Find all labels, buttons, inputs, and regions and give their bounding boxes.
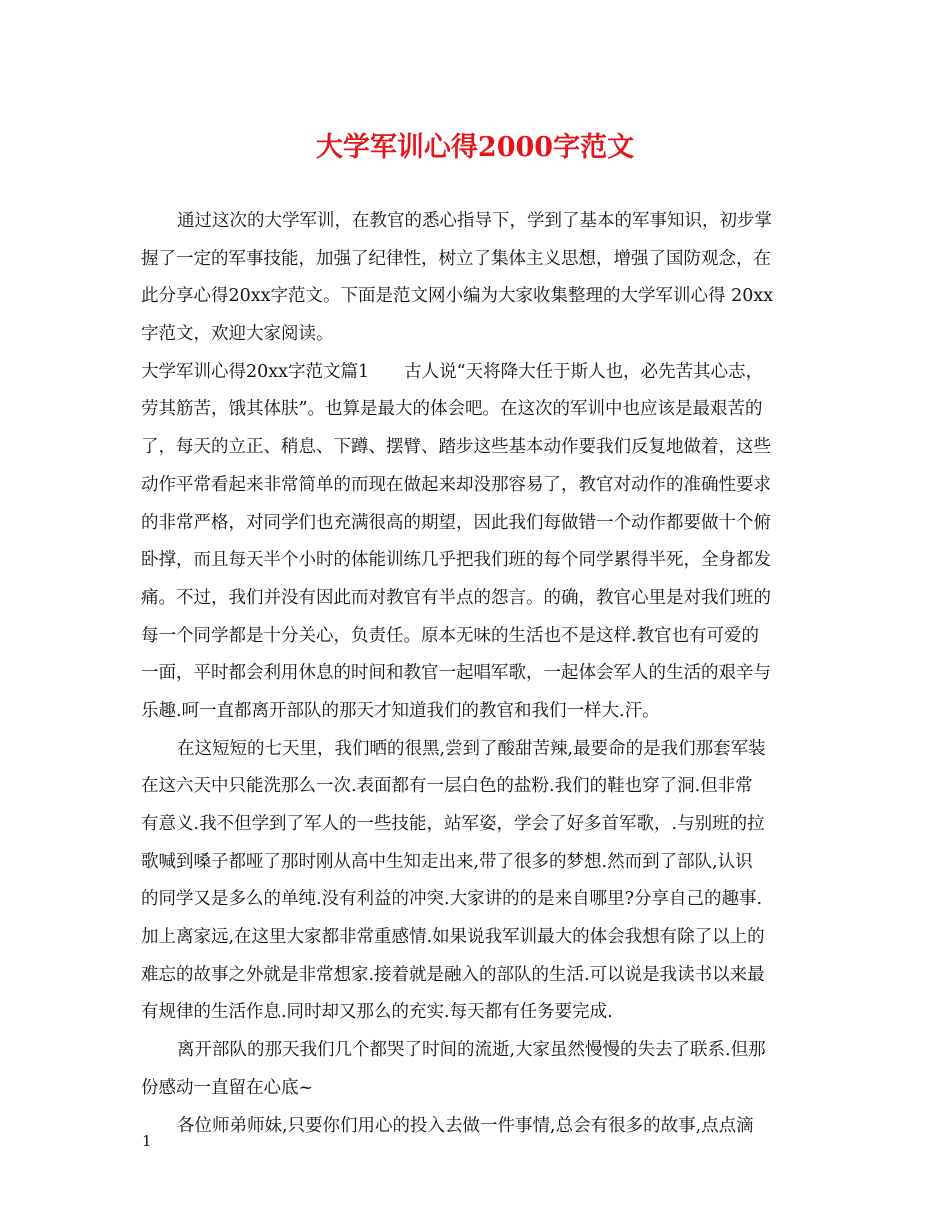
document-body xyxy=(141,203,813,1145)
text-line-content: 握了一定的军事技能，加强了纪律性，树立了集体主义思想，增强了国防观念，在 xyxy=(141,248,771,269)
text-line-content: 歌喊到嗓子都哑了那时刚从高中生知走出来,带了很多的梦想.然而到了部队,认识 xyxy=(141,851,753,872)
text-line-content: 份感动一直留在心底~ xyxy=(141,1077,314,1098)
text-line-content: 动作平常看起来非常简单的而现在做起来却没那容易了，教官对动作的准确性要求 xyxy=(141,474,771,495)
text-line-content: 有意义.我不但学到了军人的一些技能，站军姿，学会了好多首军歌，.与别班的拉 xyxy=(141,814,765,834)
text-line xyxy=(141,580,813,618)
text-line xyxy=(141,957,813,995)
page-number: 1 xyxy=(142,1132,152,1150)
text-line xyxy=(141,241,813,279)
text-line xyxy=(141,1070,813,1108)
text-line-content: 各位师弟师妹,只要你们用心的投入去做一件事情,总会有很多的故事,点点滴 xyxy=(177,1115,754,1136)
text-line-content: 有规律的生活作息.同时却又那么的充实.每天都有任务要完成. xyxy=(141,1002,613,1023)
text-line xyxy=(141,429,813,467)
text-line xyxy=(141,693,813,731)
text-line xyxy=(141,994,813,1032)
text-line-content: 卧撑，而且每天半个小时的体能训练几乎把我们班的每个同学累得半死，全身都发 xyxy=(141,550,771,571)
text-line-content: 在这六天中只能洗那么一次.表面都有一层白色的盐粉.我们的鞋也穿了洞.但非常 xyxy=(141,776,753,797)
text-line xyxy=(141,354,813,392)
text-line xyxy=(141,618,813,656)
text-line-content: 了，每天的立正、稍息、下蹲、摆臂、踏步这些基本动作要我们反复地做着，这些 xyxy=(141,437,771,458)
text-line xyxy=(141,655,813,693)
text-line-content: 劳其筋苦，饿其体肤”。也算是最大的体会吧。在这次的军训中也应该是最艰苦的 xyxy=(141,399,763,420)
text-line-content: 大学军训心得20xx字范文篇1 古人说“天将降大任于斯人也，必先苦其心志， xyxy=(141,361,764,382)
text-line xyxy=(141,844,813,882)
text-line-content: 此分享心得20xx字范文。下面是范文网小编为大家收集整理的大学军训心得 20xx xyxy=(141,286,774,307)
text-line xyxy=(141,919,813,957)
text-line xyxy=(141,768,813,806)
text-line-content: 的非常严格，对同学们也充满很高的期望，因此我们每做错一个动作都要做十个俯 xyxy=(141,512,771,533)
text-line-content: 痛。不过，我们并没有因此而对教官有半点的怨言。的确，教官心里是对我们班的 xyxy=(141,587,771,608)
text-line-content: 在这短短的七天里，我们晒的很黑,尝到了酸甜苦辣,最要命的是我们那套军装 xyxy=(177,738,766,759)
text-line-content: 乐趣.呵一直都离开部队的那天才知道我们的教官和我们一样大.汗。 xyxy=(141,700,660,721)
text-line-content: 每一个同学都是十分关心，负责任。原本无味的生活也不是这样.教官也有可爱的 xyxy=(141,625,760,646)
text-line-content: 离开部队的那天我们几个都哭了时间的流逝,大家虽然慢慢的失去了联系.但那 xyxy=(177,1040,766,1061)
text-line xyxy=(141,316,813,354)
document-title: 大学军训心得2000字范文 xyxy=(315,132,635,163)
text-line-content: 字范文，欢迎大家阅读。 xyxy=(141,324,334,345)
text-line xyxy=(141,1032,813,1070)
text-line xyxy=(141,881,813,919)
text-line xyxy=(141,806,813,844)
text-line-content: 通过这次的大学军训，在教官的悉心指导下，学到了基本的军事知识，初步掌 xyxy=(177,211,772,231)
text-line xyxy=(141,391,813,429)
text-line xyxy=(141,542,813,580)
text-line xyxy=(141,278,813,316)
text-line xyxy=(141,505,813,543)
text-line-content: 难忘的故事之外就是非常想家.接着就是融入的部队的生活.可以说是我读书以来最 xyxy=(141,964,765,985)
text-line-content: 的同学又是多么的单纯.没有利益的冲突.大家讲的的是来自哪里?分享自己的趣事. xyxy=(141,889,763,910)
text-line xyxy=(141,467,813,505)
text-line xyxy=(141,731,813,769)
text-line xyxy=(141,1108,813,1146)
text-line-content: 加上离家远,在这里大家都非常重感情.如果说我军训最大的体会我想有除了以上的 xyxy=(141,927,765,948)
text-line-content: 一面，平时都会利用休息的时间和教官一起唱军歌，一起体会军人的生活的艰辛与 xyxy=(141,663,771,684)
text-line xyxy=(141,203,813,241)
